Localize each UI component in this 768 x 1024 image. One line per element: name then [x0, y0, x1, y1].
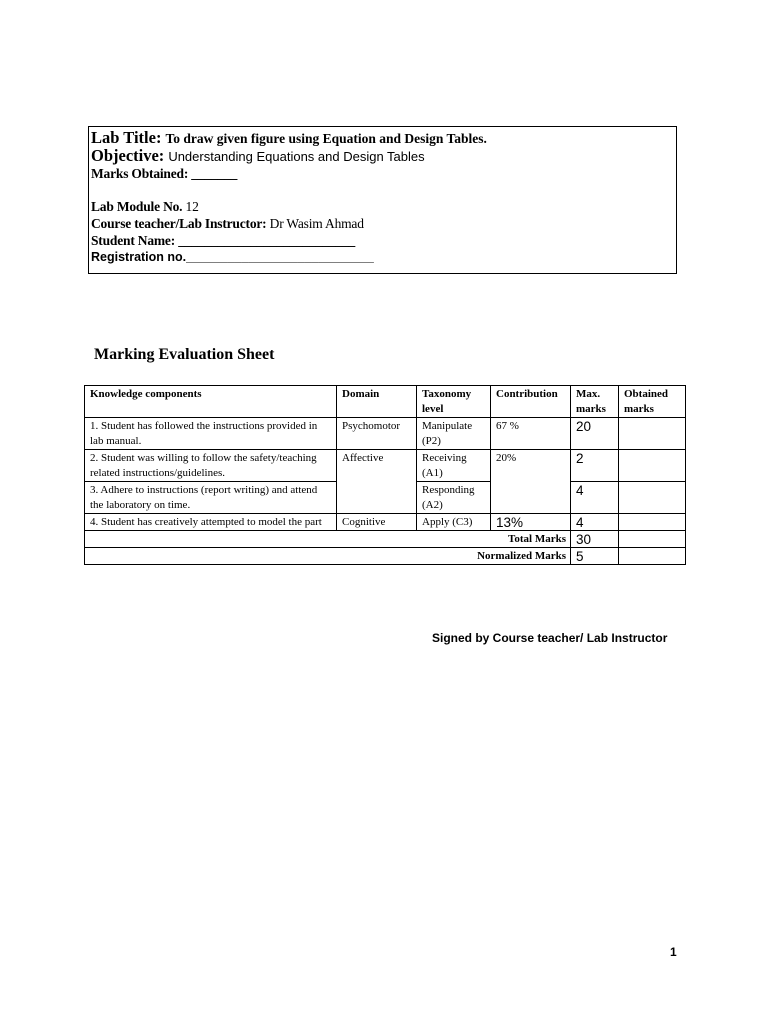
row2-contribution: 20%: [491, 450, 571, 514]
row1-obtained[interactable]: [619, 418, 686, 450]
module-value: 12: [185, 199, 199, 214]
header-max: Max. marks: [571, 386, 619, 418]
student-name: Student Name: ___________________________: [91, 233, 356, 248]
header-obtained: Obtained marks: [619, 386, 686, 418]
row1-domain: Psychomotor: [337, 418, 417, 450]
sheet-heading: Marking Evaluation Sheet: [94, 346, 275, 363]
row1-taxonomy: Manipulate (P2): [417, 418, 491, 450]
row4-max: 4: [571, 514, 619, 531]
row2-domain: Affective: [337, 450, 417, 514]
objective-label: Objective:: [91, 146, 165, 165]
table-header-row: [85, 386, 686, 418]
signature-line: Signed by Course teacher/ Lab Instructor: [432, 631, 668, 645]
row3-max: 4: [571, 482, 619, 514]
row4-contribution: 13%: [491, 514, 571, 531]
row3-obtained[interactable]: [619, 482, 686, 514]
evaluation-table: [84, 385, 686, 565]
header-knowledge: Knowledge components: [85, 386, 337, 418]
table-row: [85, 418, 686, 450]
lab-title-label: Lab Title:: [91, 128, 162, 147]
row1-max: 20: [571, 418, 619, 450]
row4-obtained[interactable]: [619, 514, 686, 531]
normalized-value: 5: [571, 548, 619, 565]
instructor-line: [91, 215, 676, 232]
row3-component: 3. Adhere to instructions (report writing) and attend the laboratory on time.: [85, 482, 337, 514]
row2-component: 2. Student was willing to follow the safety/teaching related instructions/guidelines.: [85, 450, 337, 482]
table-row: [85, 450, 686, 482]
header-domain: Domain: [337, 386, 417, 418]
registration-no: Registration no.___________________________: [91, 250, 374, 264]
marks-obtained: Marks Obtained: _______: [91, 166, 238, 181]
normalized-row: [85, 548, 686, 565]
header-taxonomy: Taxonomy level: [417, 386, 491, 418]
row1-component: 1. Student has followed the instructions provided in lab manual.: [85, 418, 337, 450]
total-value: 30: [571, 531, 619, 548]
row1-contribution: 67 %: [491, 418, 571, 450]
objective-line: [91, 147, 676, 165]
normalized-obtained[interactable]: [619, 548, 686, 565]
row4-component: 4. Student has creatively attempted to model the part: [85, 514, 337, 531]
row2-max: 2: [571, 450, 619, 482]
row4-taxonomy: Apply (C3): [417, 514, 491, 531]
module-line: [91, 198, 676, 215]
header-contribution: Contribution: [491, 386, 571, 418]
lab-title-line: [91, 129, 676, 147]
instructor-value: Dr Wasim Ahmad: [269, 216, 364, 231]
total-obtained[interactable]: [619, 531, 686, 548]
total-row: [85, 531, 686, 548]
lab-info-box: [88, 126, 677, 274]
row4-domain: Cognitive: [337, 514, 417, 531]
row2-taxonomy: Receiving (A1): [417, 450, 491, 482]
table-row: [85, 514, 686, 531]
instructor-label: Course teacher/Lab Instructor:: [91, 216, 267, 231]
total-label: Total Marks: [85, 531, 571, 548]
lab-title-value: To draw given figure using Equation and Design Tables.: [165, 131, 487, 146]
page-number: 1: [670, 945, 677, 959]
row3-taxonomy: Responding (A2): [417, 482, 491, 514]
normalized-label: Normalized Marks: [85, 548, 571, 565]
module-label: Lab Module No.: [91, 199, 183, 214]
row2-obtained[interactable]: [619, 450, 686, 482]
objective-value: Understanding Equations and Design Tables: [168, 149, 425, 164]
